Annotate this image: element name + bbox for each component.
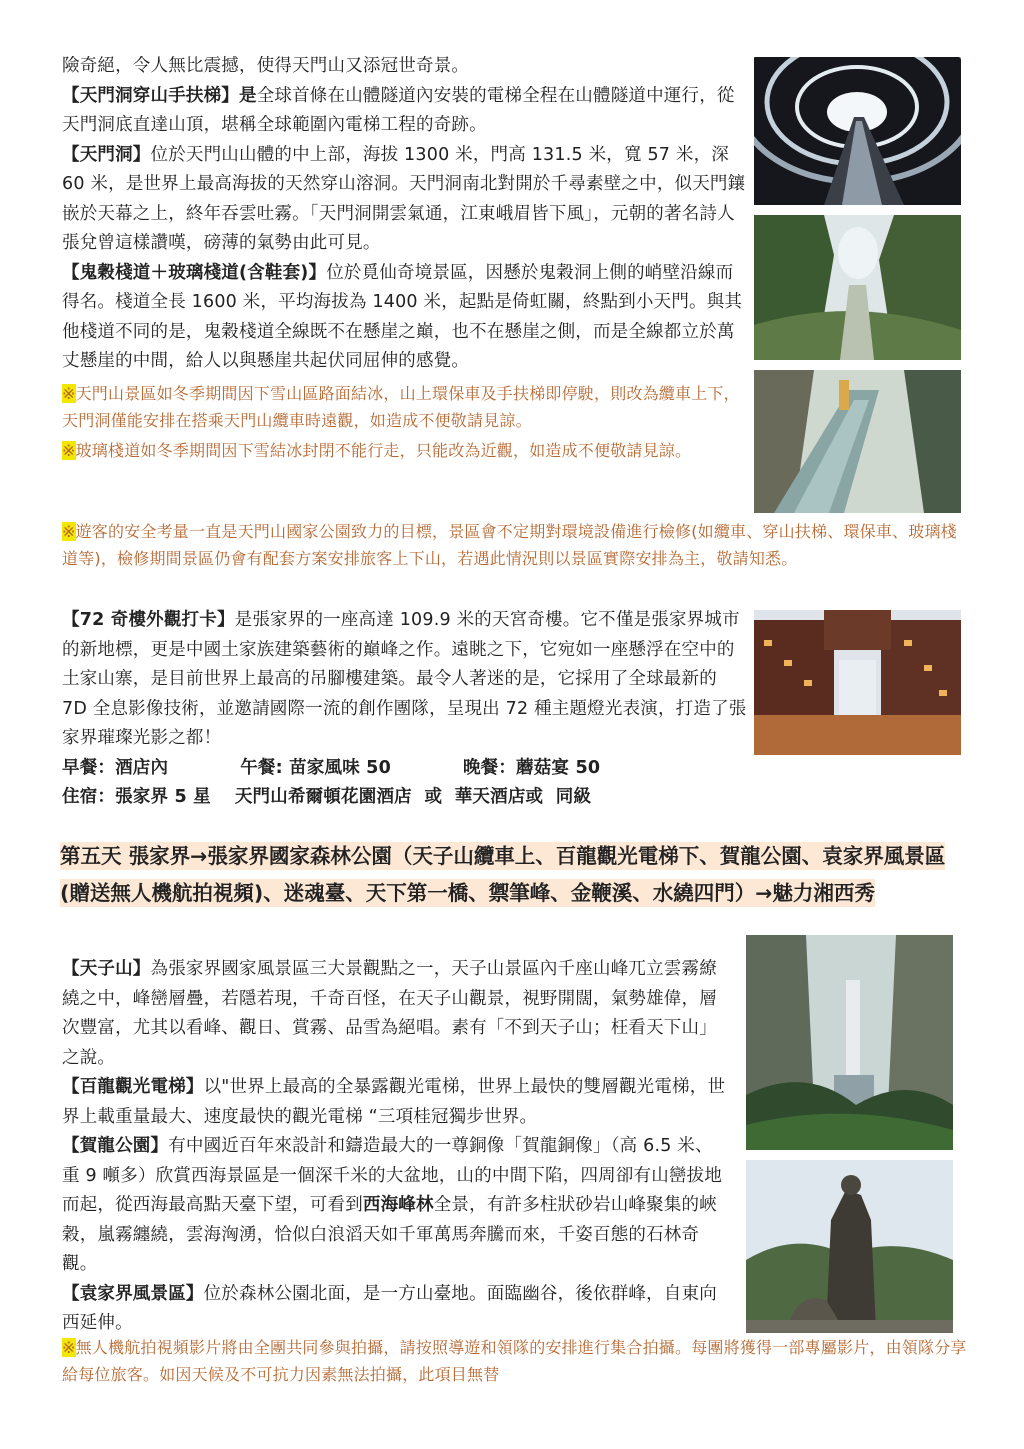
day5-heading [60, 838, 965, 912]
day5-heading-text: 第五天 張家界→張家界國家森林公園（天子山纜車上、百龍觀光電梯下、賀龍公園、袁家界風景區(贈送無人機航拍視頻)、迷魂臺、天下第一橋、禦筆峰、金鞭溪、水繞四門）→魅力湘西秀 [60, 844, 946, 905]
item-title: 【天子山】 [62, 959, 151, 979]
item-plank-road [62, 259, 747, 377]
section-drone-note [62, 1334, 967, 1388]
note-mark: ※ [62, 522, 76, 541]
item-yuanjiajie [62, 1280, 730, 1339]
qilou-building-photo [754, 610, 961, 755]
item-title: 【袁家界風景區】 [62, 1283, 204, 1304]
item-text: 是張家界的一座高達 109.9 米的天宮奇樓。它不僅是張家界城市的新地標，更是中國土家族建築藝術的巔峰之作。遠眺之下，它宛如一座懸浮在空中的土家山寨，是目前世界上最高的吊腳樓建築。最令人著迷的是，它採用了全球最新的 7D 全息影像技術，並邀請國際一流的創作團隊，呈現出 72 種主題燈光表演，打造了張家界璀璨光影之都！ [62, 610, 747, 748]
note-mark: ※ [62, 440, 76, 460]
item-text: 位於天門山山體的中上部，海拔 1300 米，門高 131.5 米，寬 57 米，深 60 米，是世界上最高海拔的天然穿山溶洞。天門洞南北對開於千尋素壁之中，似天門鑲嵌於天幕之上，終年吞雲吐霧。「天門洞開雲氣通，江東峨眉皆下風」，元朝的著名詩人張兌曾這樣讚嘆，磅薄的氣勢由此可見。 [62, 144, 746, 253]
dinner: 晚餐：蘑菇宴 50 [462, 757, 601, 778]
item-helong [62, 1132, 730, 1280]
item-text: 位於森林公園北面，是一方山臺地。面臨幽谷，後依群峰，自東向西延伸。 [62, 1283, 717, 1333]
item-escalator [62, 82, 747, 141]
item-text: 位於覓仙奇境景區，因懸於鬼穀洞上側的峭壁沿線而得名。棧道全長 1600 米，平均海拔為 1400 米，起點是倚虹關，終點到小天門。與其他棧道不同的是，鬼穀棧道全線既不在懸崖之巔，也不在懸崖之側，而是全線都立於萬丈懸崖的中間，給人以與懸崖共起伏同屈伸的感覺。 [62, 262, 743, 371]
item-title: 【賀龍公園】 [62, 1136, 169, 1156]
glass-walkway-photo [754, 370, 961, 513]
helong-statue-photo [746, 1160, 953, 1333]
item-bold: 西海峰林 [362, 1195, 434, 1215]
bailong-elevator-photo [746, 935, 953, 1150]
note-text: 遊客的安全考量一直是天門山國家公園致力的目標，景區會不定期對環境設備進行檢修(如纜車、穿山扶梯、環保車、玻璃棧道等)，檢修期間景區仍會有配套方案安排旅客上下山，若遇此情況則以景區實際安排為主，敬請知悉。 [62, 522, 957, 568]
meals-line [62, 754, 747, 783]
intro-line: 險奇絕，令人無比震撼，使得天門山又添冠世奇景。 [62, 56, 470, 76]
section-tianmen [62, 52, 747, 464]
note-text: 無人機航拍視頻影片將由全團共同參與拍攝，請按照導遊和領隊的安排進行集合拍攝。每團將獲得一部專屬影片，由領隊分享給每位旅客。如因天候及不可抗力因素無法拍攝，此項目無替 [62, 1338, 967, 1384]
item-text: 全景，有許多柱狀砂岩山峰聚集的峽穀，嵐霧纏繞，雲海洶湧，恰似白浪滔天如千軍萬馬奔騰而來，千姿百態的石林奇觀。 [62, 1195, 717, 1274]
tianmen-cave-photo [754, 215, 961, 360]
item-bailong [62, 1073, 730, 1132]
item-text: 以"世界上最高的全暴露觀光電梯，世界上最快的雙層觀光電梯，世界上載重量最大、速度最快的觀光電梯 “三項桂冠獨步世界。 [62, 1077, 726, 1127]
item-text: 有中國近百年來設計和鑄造最大的一尊銅像「賀龍銅像」（高 6.5 米、重 9 噸多）欣賞西海景區是一個深千米的大盆地，山的中間下陷，四周卻有山巒拔地而起，從西海最高點天臺下望，可看到 [62, 1136, 723, 1215]
item-title: 【天門洞穿山手扶梯】 [62, 85, 239, 106]
item-title-trail: 是 [239, 85, 257, 106]
item-title: 【百龍觀光電梯】 [62, 1077, 204, 1097]
note-safety [62, 518, 967, 572]
item-tianzi [62, 955, 730, 1073]
item-title: 【鬼穀棧道＋玻璃棧道(含鞋套)】 [62, 262, 327, 283]
note-mark: ※ [62, 1338, 76, 1357]
item-title: 【天門洞】 [62, 144, 151, 165]
note-mark: ※ [62, 383, 76, 403]
note-text: 天門山景區如冬季期間因下雪山區路面結冰，山上環保車及手扶梯即停駛，則改為纜車上下，天門洞僅能安排在搭乘天門山纜車時遠觀，如造成不便敬請見諒。 [62, 383, 740, 430]
lodging-line: 住宿：張家界 5 星 天門山希爾頓花園酒店 或 華天酒店或 同級 [62, 786, 592, 807]
item-title: 【72 奇樓外觀打卡】 [62, 610, 235, 630]
item-text: 全球首條在山體隧道內安裝的電梯全程在山體隧道中運行，從天門洞底直達山頂，堪稱全球範圍內電梯工程的奇跡。 [62, 85, 735, 135]
section-safety [62, 518, 967, 572]
note-winter-cable [62, 380, 747, 434]
item-qilou [62, 606, 747, 754]
note-drone [62, 1334, 967, 1388]
item-text: 為張家界國家風景區三大景觀點之一，天子山景區內千座山峰兀立雲霧繚繞之中，峰巒層疊，若隱若現，千奇百怪，在天子山觀景，視野開闊，氣勢雄偉，層次豐富，尤其以看峰、觀日、賞霧、品雪為絕唱。素有「不到天子山；枉看天下山」之說。 [62, 959, 717, 1068]
section-day5 [62, 955, 730, 1339]
note-glass-walkway [62, 437, 747, 464]
breakfast: 早餐：酒店內 [62, 757, 169, 778]
lunch: 午餐: 苗家風味 50 [240, 757, 391, 778]
section-qilou [62, 606, 747, 812]
item-tianmen-cave [62, 141, 747, 259]
note-text: 玻璃棧道如冬季期間因下雪結冰封閉不能行走，只能改為近觀，如造成不便敬請見諒。 [75, 440, 692, 460]
tunnel-escalator-photo [754, 57, 961, 205]
